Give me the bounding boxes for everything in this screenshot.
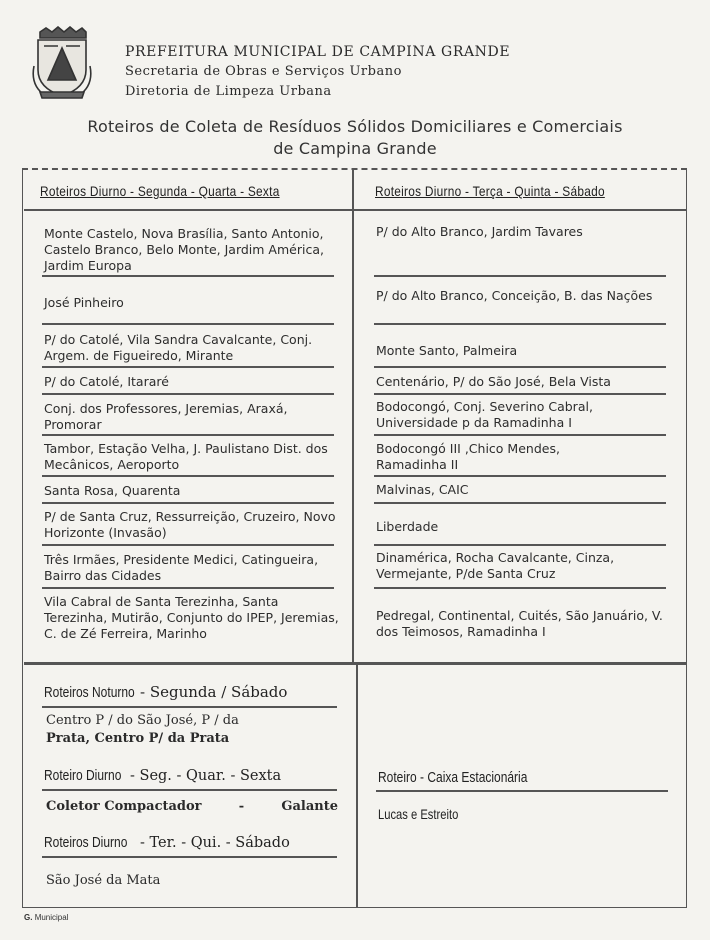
list-item: Conj. dos Professores, Jeremias, Araxá, Promorar <box>44 401 288 432</box>
heading-rule <box>24 209 686 211</box>
right-column-heading: Roteiros Diurno - Terça - Quinta - Sábado <box>375 183 605 199</box>
row-divider <box>374 544 666 546</box>
list-item: Malvinas, CAIC <box>376 482 469 497</box>
list-item: Vila Cabral de Santa Terezinha, Santa Terezinha, Mutirão, Conjunto do IPEP, Jeremias, C. de Zé Ferreira, Marinho <box>44 594 339 641</box>
secretariat-name: Secretaria de Obras e Serviços Urbano <box>125 64 402 79</box>
document-title <box>0 116 710 160</box>
stationary-box-text <box>378 806 478 822</box>
row-divider <box>42 393 334 395</box>
list-item: P/ do Alto Branco, Jardim Tavares <box>376 224 583 239</box>
night-route-days: - Segunda / Sábado <box>140 683 288 701</box>
row-divider <box>42 366 334 368</box>
list-item: Liberdade <box>376 519 439 534</box>
list-item: P/ do Catolé, Vila Sandra Cavalcante, Conj. Argem. de Figueiredo, Mirante <box>44 332 313 363</box>
list-item: Três Irmães, Presidente Medici, Catingueira, Bairro das Cidades <box>44 552 319 583</box>
list-item: Bodocongó, Conj. Severino Cabral, Universidade p da Ramadinha I <box>376 399 593 430</box>
day-route-2-label: Roteiros Diurno <box>44 834 128 851</box>
row-divider <box>374 393 666 395</box>
night-route-label: Roteiros Noturno <box>44 684 135 701</box>
night-route-line-2: Prata, Centro P/ da Prata <box>46 731 230 746</box>
list-item: José Pinheiro <box>44 295 124 310</box>
row-divider <box>374 366 666 368</box>
list-item: Bodocongó III ,Chico Mendes, Ramadinha II <box>376 441 560 472</box>
night-route-text <box>46 712 346 748</box>
galante-label: Galante <box>281 799 338 814</box>
list-item: Pedregal, Continental, Cuités, São Januário, V. dos Teimosos, Ramadinha I <box>376 608 663 639</box>
row-divider <box>42 789 337 791</box>
stationary-box-heading <box>378 769 565 786</box>
row-divider <box>374 275 666 277</box>
row-divider <box>42 856 337 858</box>
prefecture-name: PREFEITURA MUNICIPAL DE CAMPINA GRANDE <box>125 44 511 60</box>
day-route-1-days: - Seg. - Quar. - Sexta <box>130 768 282 784</box>
row-divider <box>42 434 334 436</box>
list-item: Santa Rosa, Quarenta <box>44 483 181 498</box>
column-divider-top <box>352 170 354 663</box>
section-divider <box>24 662 686 665</box>
night-route-line-1: Centro P / do São José, P / da <box>46 713 239 728</box>
row-divider <box>374 587 666 589</box>
row-divider <box>374 323 666 325</box>
list-item: Dinamérica, Rocha Cavalcante, Cinza, Vermejante, P/de Santa Cruz <box>376 550 615 581</box>
list-item: P/ do Catolé, Itararé <box>44 374 169 389</box>
day-route-1-text <box>46 798 338 816</box>
list-item: Monte Castelo, Nova Brasília, Santo Antonio, Castelo Branco, Belo Monte, Jardim América, Jardim Europa <box>44 226 324 273</box>
stationary-box-label: Roteiro - Caixa Estacionária <box>378 769 528 786</box>
list-item: Centenário, P/ do São José, Bela Vista <box>376 374 611 389</box>
footer-text: Municipal <box>34 913 69 922</box>
row-divider <box>42 544 334 546</box>
day-route-1-label: Roteiro Diurno <box>44 767 122 784</box>
footer-symbol: G. <box>24 913 33 922</box>
stationary-box-places: Lucas e Estreito <box>378 806 459 822</box>
row-divider <box>42 587 334 589</box>
row-divider <box>42 502 334 504</box>
footer-note <box>24 913 68 922</box>
list-item: P/ de Santa Cruz, Ressurreição, Cruzeiro, Novo Horizonte (Invasão) <box>44 509 336 540</box>
row-divider <box>376 790 668 792</box>
left-column-heading: Roteiros Diurno - Segunda - Quarta - Sexta <box>40 183 280 199</box>
night-route-heading <box>44 683 287 701</box>
organization-header <box>125 42 510 102</box>
row-divider <box>374 502 666 504</box>
column-divider-bottom <box>356 665 358 907</box>
row-divider <box>42 323 334 325</box>
day-route-1-heading <box>44 767 281 784</box>
list-item: P/ do Alto Branco, Conceição, B. das Nações <box>376 288 653 303</box>
row-divider <box>42 275 334 277</box>
compactor-label: Coletor Compactador <box>46 799 202 814</box>
title-line-1: Roteiros de Coleta de Resíduos Sólidos Domiciliares e Comerciais <box>87 117 623 136</box>
row-divider <box>374 434 666 436</box>
coat-of-arms-icon <box>32 26 92 100</box>
day-route-2-text: São José da Mata <box>46 873 161 888</box>
title-line-2: de Campina Grande <box>273 139 437 158</box>
directorate-name: Diretoria de Limpeza Urbana <box>125 84 332 99</box>
day-route-2-heading <box>44 834 290 851</box>
row-divider <box>374 475 666 477</box>
list-item: Monte Santo, Palmeira <box>376 343 518 358</box>
separator: - <box>238 799 245 814</box>
row-divider <box>42 475 334 477</box>
day-route-2-days: - Ter. - Qui. - Sábado <box>140 835 290 851</box>
row-divider <box>42 706 337 708</box>
list-item: Tambor, Estação Velha, J. Paulistano Dist. dos Mecânicos, Aeroporto <box>44 441 328 472</box>
